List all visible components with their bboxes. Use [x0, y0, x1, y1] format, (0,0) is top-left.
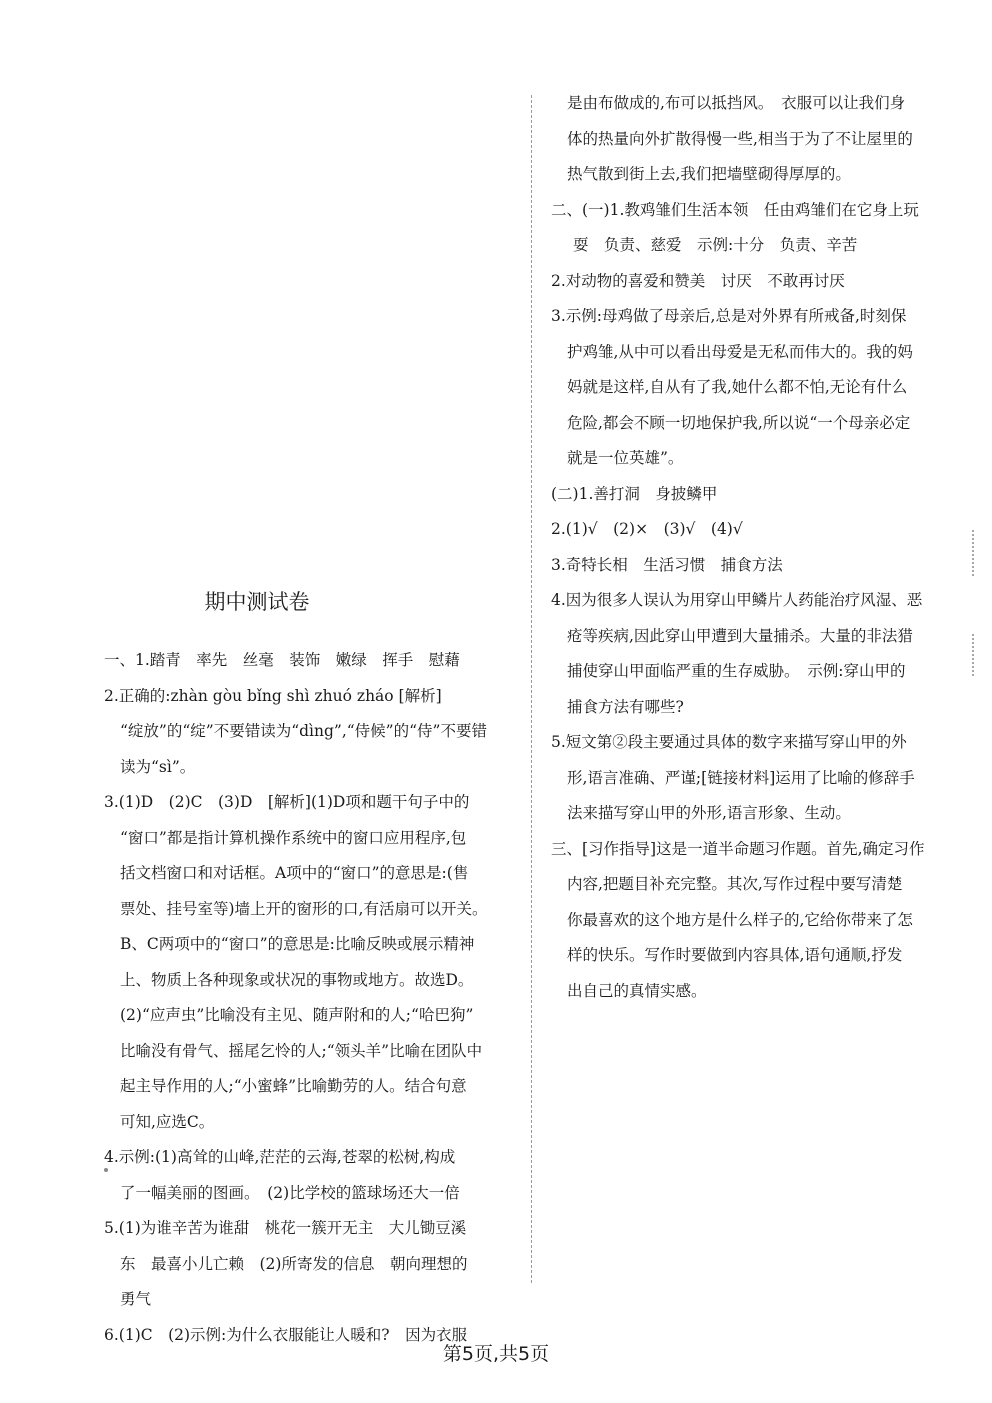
right-line: 二、(一)1.教鸡雏们生活本领 任由鸡雏们在它身上玩	[551, 200, 919, 219]
left-column	[104, 643, 520, 1353]
left-line: 一、1.踏青 率先 丝毫 装饰 嫩绿 挥手 慰藉	[104, 651, 460, 669]
left-line: (2)“应声虫”比喻没有主见、随声附和的人;“哈巴狗”	[120, 1006, 474, 1024]
right-line: 内容,把题目补充完整。其次,写作过程中要写清楚	[567, 875, 903, 893]
left-line: 勇气	[120, 1290, 152, 1308]
edge-mark	[972, 634, 974, 676]
section-title: 期中测试卷	[204, 590, 310, 614]
right-line: 妈就是这样,自从有了我,她什么都不怕,无论有什么	[567, 378, 908, 396]
left-line: 可知,应选C。	[120, 1112, 215, 1131]
left-line: 括文档窗口和对话框。A项中的“窗口”的意思是:(售	[120, 864, 469, 882]
right-line: 3.示例:母鸡做了母亲后,总是对外界有所戒备,时刻保	[551, 307, 907, 325]
right-line: 就是一位英雄”。	[567, 449, 684, 467]
left-line: “窗口”都是指计算机操作系统中的窗口应用程序,包	[120, 828, 467, 847]
right-line: 热气散到街上去,我们把墙壁砌得厚厚的。	[567, 165, 851, 183]
left-line: 起主导作用的人;“小蜜蜂”比喻勤劳的人。结合句意	[120, 1077, 467, 1095]
column-divider	[531, 95, 532, 1283]
left-line: 2.正确的:zhàn gòu bǐng shì zhuó zháo [解析]	[104, 686, 442, 705]
right-line: 疮等疾病,因此穿山甲遭到大量捕杀。大量的非法猎	[567, 626, 913, 645]
left-line: 东 最喜小儿亡赖 (2)所寄发的信息 朝向理想的	[120, 1254, 468, 1273]
right-line: 捕食方法有哪些?	[567, 697, 684, 716]
right-line: 体的热量向外扩散得慢一些,相当于为了不让屋里的	[567, 129, 913, 148]
left-line: 3.(1)D (2)C (3)D [解析](1)D项和题干句子中的	[104, 793, 470, 811]
left-line: 读为“sì”。	[120, 757, 196, 776]
right-line: 危险,都会不顾一切地保护我,所以说“一个母亲必定	[567, 413, 911, 432]
right-line: 捕使穿山甲面临严重的生存威胁。 示例:穿山甲的	[567, 662, 906, 680]
left-line: 5.(1)为谁辛苦为谁甜 桃花一簇开无主 大儿锄豆溪	[104, 1219, 467, 1237]
right-line: 护鸡雏,从中可以看出母爱是无私而伟大的。我的妈	[567, 342, 913, 361]
left-line: 4.示例:(1)高耸的山峰,茫茫的云海,苍翠的松树,构成	[104, 1148, 456, 1166]
right-line: 耍 负责、慈爱 示例:十分 负责、辛苦	[573, 236, 858, 254]
right-column	[551, 86, 963, 1009]
left-line: 比喻没有骨气、摇尾乞怜的人;“领头羊”比喻在团队中	[120, 1041, 483, 1060]
right-line: 4.因为很多人误认为用穿山甲鳞片人药能治疗风湿、恶	[551, 591, 923, 609]
right-line: 三、[习作指导]这是一道半命题习作题。首先,确定习作	[551, 839, 925, 858]
right-line: 你最喜欢的这个地方是什么样子的,它给你带来了怎	[567, 910, 913, 929]
right-line: 形,语言准确、严谨;[链接材料]运用了比喻的修辞手	[567, 768, 915, 787]
right-line: 法来描写穿山甲的外形,语言形象、生动。	[567, 804, 851, 822]
left-line: 6.(1)C (2)示例:为什么衣服能让人暖和? 因为衣服	[104, 1325, 468, 1344]
edge-mark	[972, 530, 974, 576]
right-line: 样的快乐。写作时要做到内容具体,语句通顺,抒发	[567, 946, 903, 964]
left-line: 票处、挂号室等)墙上开的窗形的口,有活扇可以开关。	[120, 899, 488, 918]
right-line: 出自己的真情实感。	[567, 981, 707, 1000]
right-line: (二)1.善打洞 身披鳞甲	[551, 484, 718, 503]
left-line: B、C两项中的“窗口”的意思是:比喻反映或展示精神	[120, 935, 475, 953]
right-line: 5.短文第②段主要通过具体的数字来描写穿山甲的外	[551, 733, 907, 751]
left-line: 了一幅美丽的图画。 (2)比学校的篮球场还大一倍	[120, 1183, 460, 1202]
right-line: 2.对动物的喜爱和赞美 讨厌 不敢再讨厌	[551, 271, 845, 290]
right-line: 是由布做成的,布可以抵挡风。 衣服可以让我们身	[567, 94, 906, 112]
scan-dot	[104, 1168, 108, 1172]
left-line: 上、物质上各种现象或状况的事物或地方。故选D。	[120, 970, 474, 989]
page-number: 第5页,共5页	[442, 1343, 550, 1365]
left-line: “绽放”的“绽”不要错读为“dìng”,“侍候”的“侍”不要错	[120, 722, 487, 740]
right-line: 2.(1)√ (2)× (3)√ (4)√	[551, 520, 743, 538]
right-line: 3.奇特长相 生活习惯 捕食方法	[551, 555, 783, 574]
